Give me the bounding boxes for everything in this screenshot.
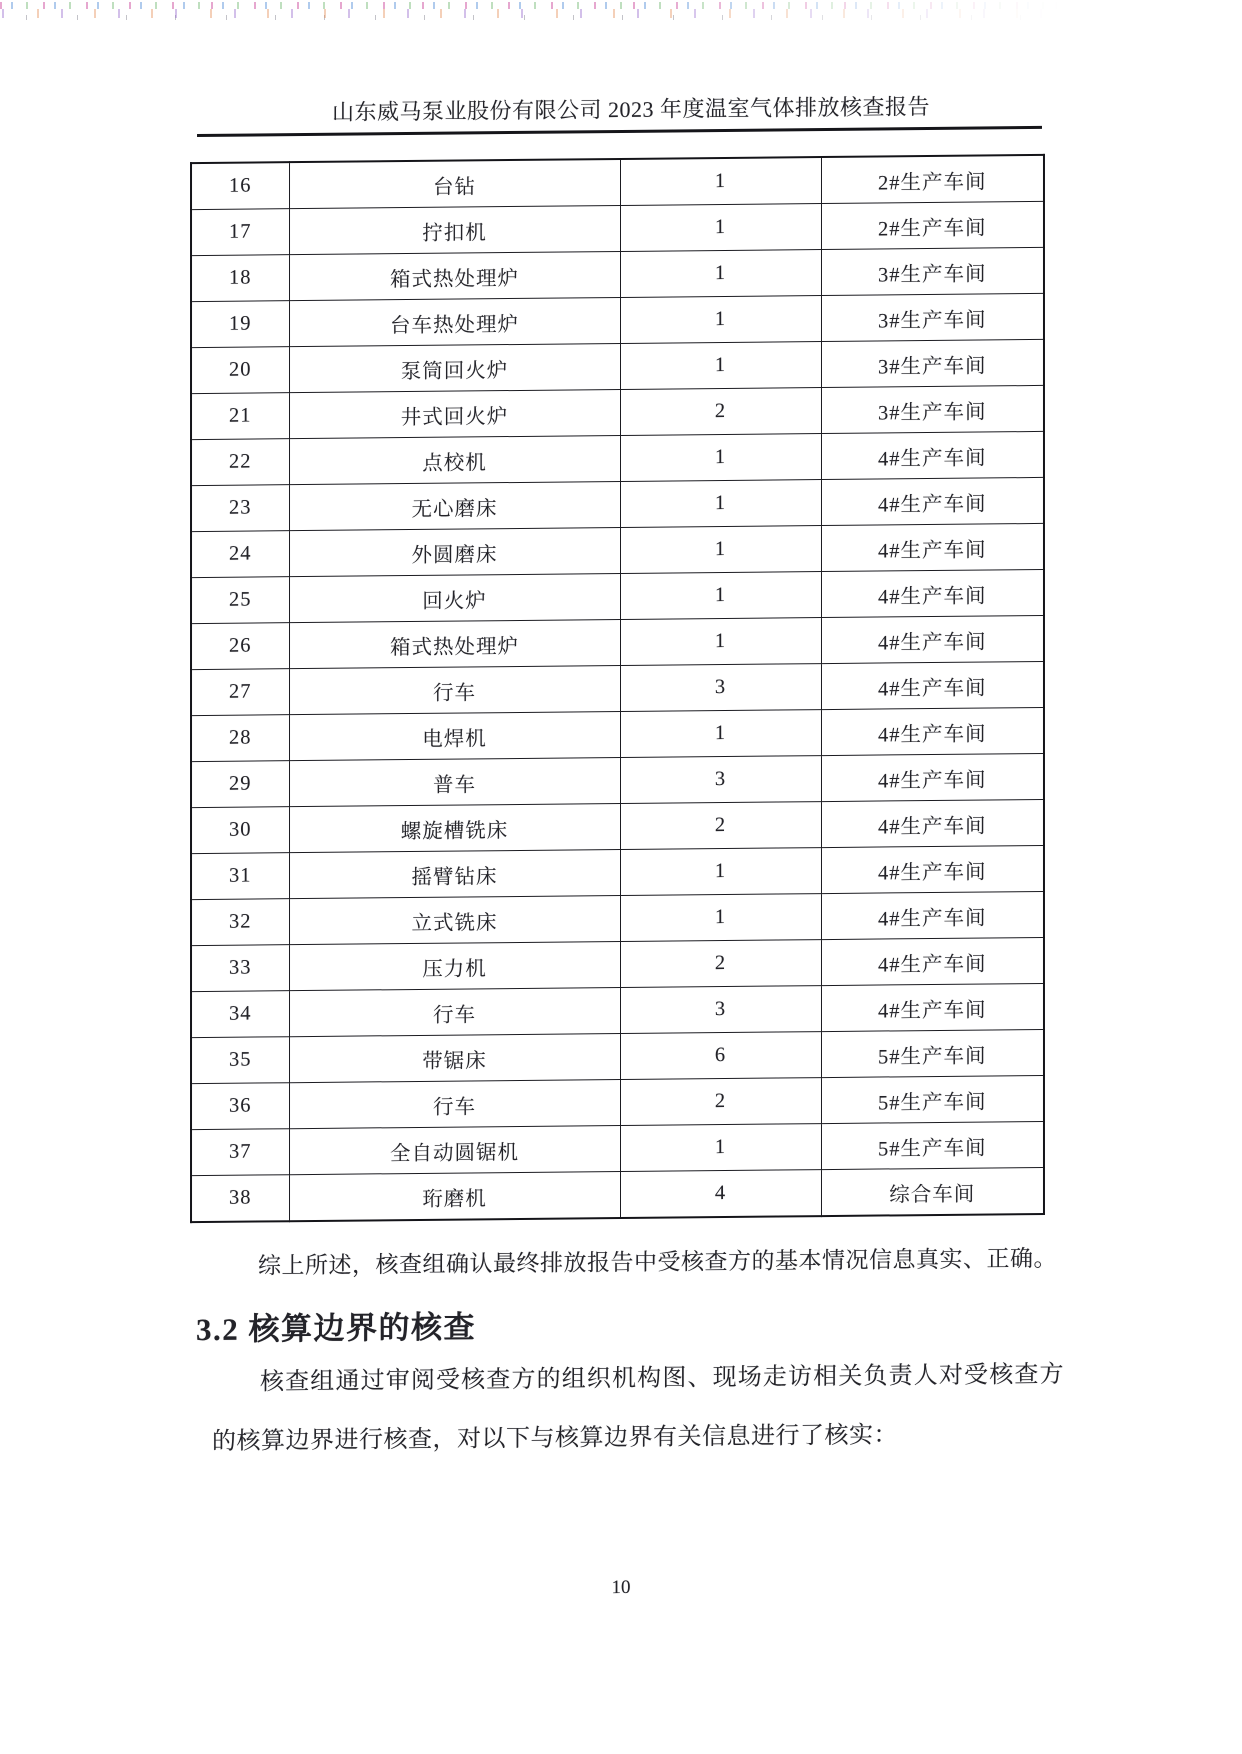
table-row [191, 201, 1044, 255]
quantity-cell: 1 [620, 526, 821, 574]
quantity-cell: 4 [620, 1170, 821, 1218]
row-number-cell: 38 [191, 1175, 289, 1222]
workshop-cell: 4#生产车间 [821, 983, 1044, 1031]
table-row [191, 1167, 1044, 1222]
workshop-cell: 4#生产车间 [821, 523, 1044, 571]
quantity-cell: 1 [620, 480, 821, 528]
equipment-name-cell: 箱式热处理炉 [289, 251, 620, 300]
page-number: 10 [611, 1576, 631, 1599]
table-row [191, 983, 1044, 1037]
quantity-cell: 3 [620, 664, 821, 712]
row-number-cell: 26 [191, 623, 289, 670]
row-number-cell: 20 [191, 347, 289, 394]
row-number-cell: 37 [191, 1129, 289, 1176]
table-row [191, 707, 1044, 761]
table-row [191, 753, 1044, 807]
row-number-cell: 27 [191, 669, 289, 716]
quantity-cell: 1 [620, 250, 821, 298]
row-number-cell: 24 [191, 531, 289, 578]
quantity-cell: 1 [620, 204, 821, 252]
equipment-name-cell: 行车 [289, 1080, 620, 1129]
quantity-cell: 2 [620, 802, 821, 850]
workshop-cell: 4#生产车间 [821, 661, 1044, 709]
quantity-cell: 2 [620, 1078, 821, 1126]
equipment-name-cell: 点校机 [289, 435, 620, 484]
row-number-cell: 22 [191, 439, 289, 486]
workshop-cell: 4#生产车间 [821, 431, 1044, 479]
row-number-cell: 31 [191, 853, 289, 900]
table-row [191, 891, 1044, 945]
quantity-cell: 3 [620, 986, 821, 1034]
table-row [191, 1029, 1044, 1083]
quantity-cell: 2 [620, 940, 821, 988]
table-row [191, 799, 1044, 853]
table-row [191, 937, 1044, 991]
equipment-name-cell: 行车 [289, 666, 620, 715]
equipment-name-cell: 无心磨床 [289, 481, 620, 530]
row-number-cell: 16 [191, 162, 289, 209]
table-row [191, 431, 1044, 485]
workshop-cell: 3#生产车间 [821, 247, 1044, 295]
quantity-cell: 1 [620, 572, 821, 620]
table-row [191, 661, 1044, 715]
table-row [191, 523, 1044, 577]
equipment-name-cell: 外圆磨床 [289, 527, 620, 576]
row-number-cell: 30 [191, 807, 289, 854]
workshop-cell: 5#生产车间 [821, 1075, 1044, 1123]
row-number-cell: 18 [191, 255, 289, 302]
quantity-cell: 1 [620, 894, 821, 942]
workshop-cell: 2#生产车间 [821, 155, 1044, 204]
workshop-cell: 4#生产车间 [821, 799, 1044, 847]
table-row [191, 615, 1044, 669]
quantity-cell: 1 [620, 296, 821, 344]
workshop-cell: 4#生产车间 [821, 891, 1044, 939]
equipment-table [190, 154, 1045, 1223]
table-row [191, 293, 1044, 347]
equipment-name-cell: 行车 [289, 988, 620, 1037]
equipment-name-cell: 螺旋槽铣床 [289, 804, 620, 853]
running-header-title: 山东威马泵业股份有限公司 2023 年度温室气体排放核查报告 [331, 94, 930, 125]
row-number-cell: 35 [191, 1037, 289, 1084]
row-number-cell: 21 [191, 393, 289, 440]
quantity-cell: 1 [620, 848, 821, 896]
scan-noise-artifact [0, 0, 1060, 24]
workshop-cell: 4#生产车间 [821, 569, 1044, 617]
section-heading: 3.2 核算边界的核查 [196, 1309, 477, 1348]
equipment-name-cell: 井式回火炉 [289, 389, 620, 438]
quantity-cell: 1 [620, 342, 821, 390]
row-number-cell: 29 [191, 761, 289, 808]
workshop-cell: 综合车间 [821, 1167, 1044, 1216]
row-number-cell: 36 [191, 1083, 289, 1130]
equipment-name-cell: 台钻 [289, 159, 620, 209]
workshop-cell: 4#生产车间 [821, 845, 1044, 893]
table-row [191, 1075, 1044, 1129]
workshop-cell: 2#生产车间 [821, 201, 1044, 249]
quantity-cell: 1 [620, 710, 821, 758]
table-row [191, 569, 1044, 623]
quantity-cell: 2 [620, 388, 821, 436]
equipment-table-body [191, 155, 1044, 1222]
equipment-name-cell: 摇臂钻床 [289, 850, 620, 899]
equipment-name-cell: 箱式热处理炉 [289, 620, 620, 669]
row-number-cell: 28 [191, 715, 289, 762]
table-row [191, 477, 1044, 531]
workshop-cell: 4#生产车间 [821, 615, 1044, 663]
row-number-cell: 33 [191, 945, 289, 992]
equipment-name-cell: 台车热处理炉 [289, 297, 620, 346]
workshop-cell: 3#生产车间 [821, 385, 1044, 433]
workshop-cell: 5#生产车间 [821, 1029, 1044, 1077]
row-number-cell: 25 [191, 577, 289, 624]
row-number-cell: 23 [191, 485, 289, 532]
workshop-cell: 4#生产车间 [821, 477, 1044, 525]
quantity-cell: 1 [620, 434, 821, 482]
row-number-cell: 32 [191, 899, 289, 946]
quantity-cell: 1 [620, 157, 821, 205]
row-number-cell: 34 [191, 991, 289, 1038]
equipment-name-cell: 回火炉 [289, 573, 620, 622]
workshop-cell: 4#生产车间 [821, 707, 1044, 755]
equipment-name-cell: 立式铣床 [289, 896, 620, 945]
workshop-cell: 3#生产车间 [821, 293, 1044, 341]
equipment-name-cell: 带锯床 [289, 1034, 620, 1083]
header-rule [197, 126, 1042, 137]
workshop-cell: 4#生产车间 [821, 937, 1044, 985]
quantity-cell: 6 [620, 1032, 821, 1080]
table-row [191, 1121, 1044, 1175]
equipment-name-cell: 电焊机 [289, 712, 620, 761]
table-row [191, 247, 1044, 301]
equipment-name-cell: 拧扣机 [289, 205, 620, 254]
workshop-cell: 5#生产车间 [821, 1121, 1044, 1169]
table-row [191, 155, 1044, 210]
quantity-cell: 3 [620, 756, 821, 804]
quantity-cell: 1 [620, 618, 821, 666]
equipment-name-cell: 泵筒回火炉 [289, 343, 620, 392]
row-number-cell: 17 [191, 209, 289, 256]
summary-paragraph: 综上所述，核查组确认最终排放报告中受核查方的基本情况信息真实、正确。 [258, 1245, 1057, 1279]
equipment-name-cell: 压力机 [289, 942, 620, 991]
equipment-name-cell: 普车 [289, 758, 620, 807]
row-number-cell: 19 [191, 301, 289, 348]
quantity-cell: 1 [620, 1124, 821, 1172]
section-body-paragraph: 核查组通过审阅受核查方的组织机构图、现场走访相关负责人对受核查方的核算边界进行核查，对以下与核算边界有关信息进行了核实： [212, 1361, 1064, 1455]
workshop-cell: 4#生产车间 [821, 753, 1044, 801]
table-row [191, 339, 1044, 393]
table-row [191, 845, 1044, 899]
equipment-name-cell: 珩磨机 [289, 1172, 620, 1222]
table-row [191, 385, 1044, 439]
equipment-name-cell: 全自动圆锯机 [289, 1126, 620, 1175]
workshop-cell: 3#生产车间 [821, 339, 1044, 387]
